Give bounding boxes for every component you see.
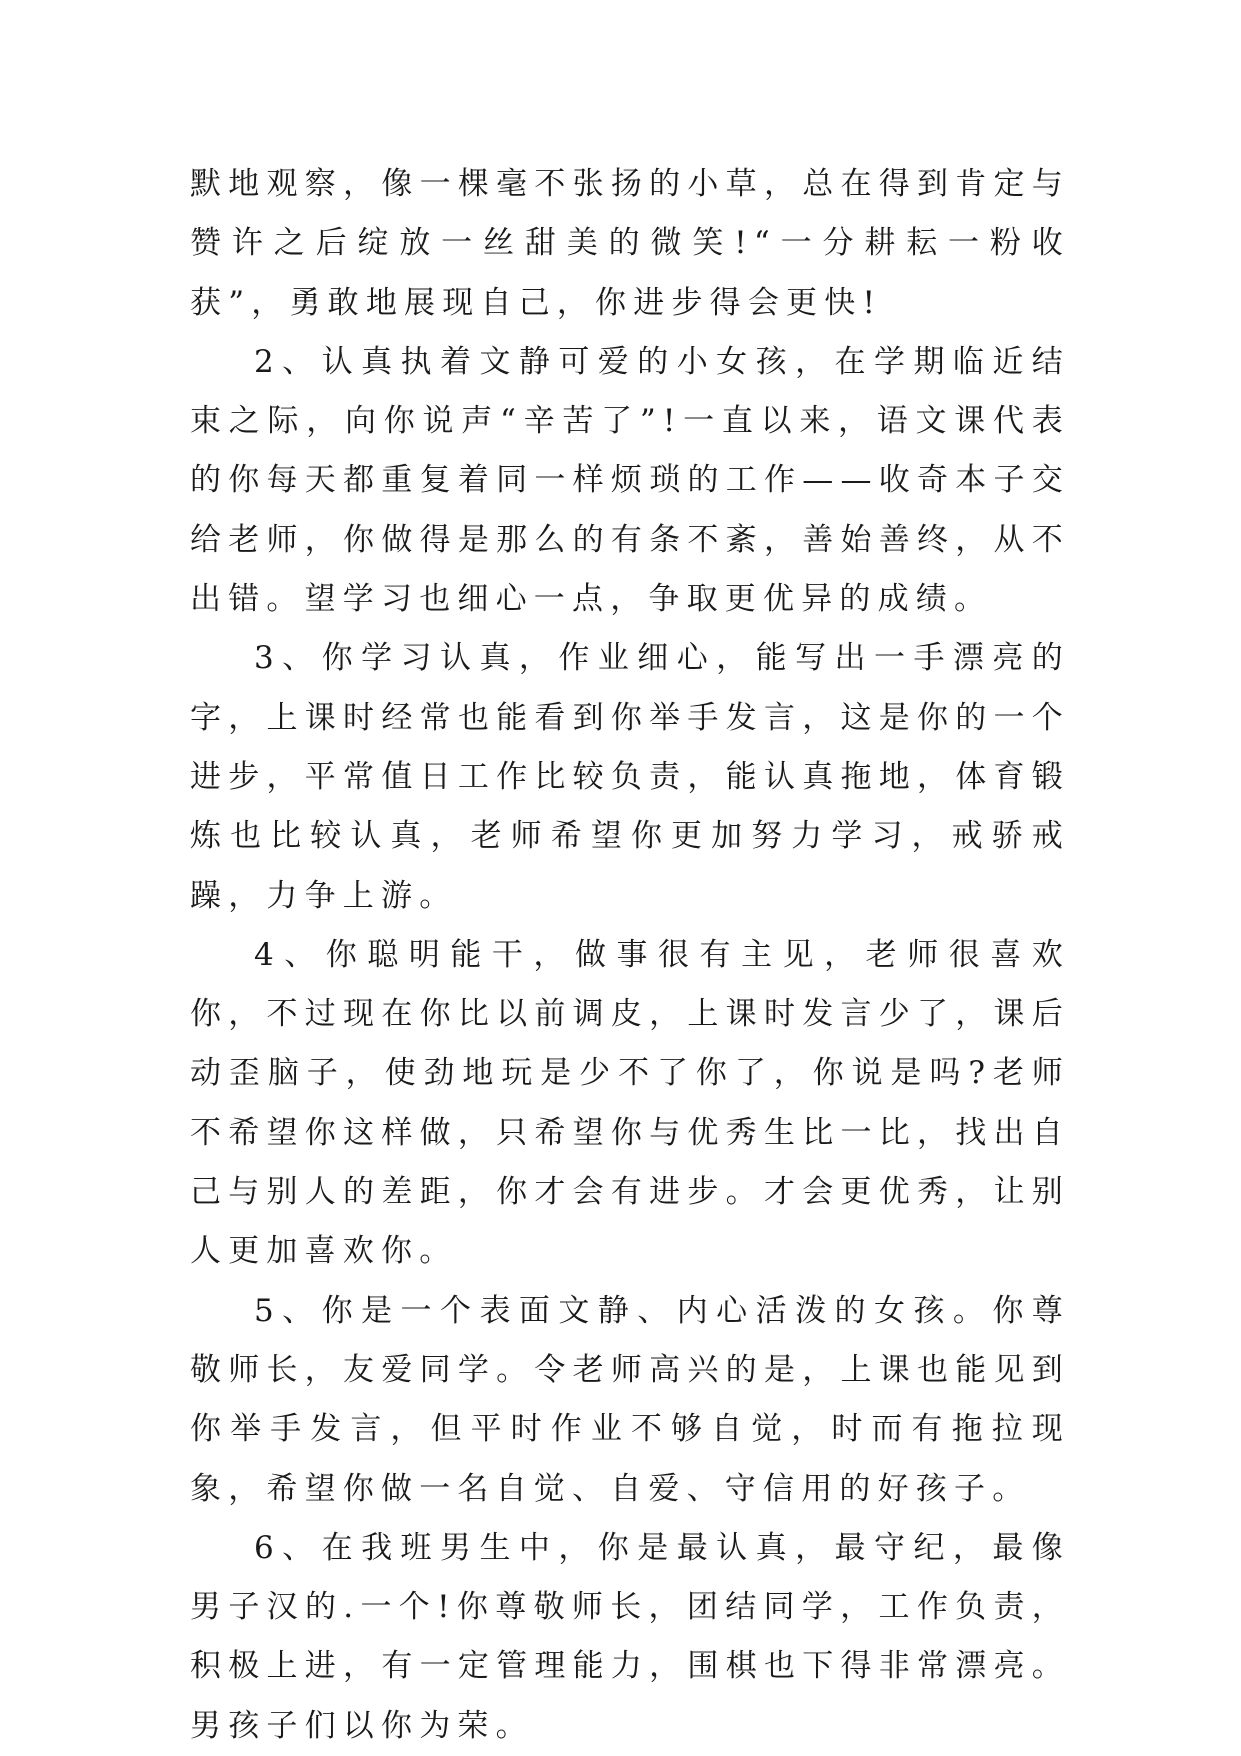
paragraph-continuation: 默地观察，像一棵毫不张扬的小草，总在得到肯定与赞许之后绽放一丝甜美的微笑!“一分耕耘一粉收获”，勇敢地展现自己，你进步得会更快! [190, 166, 1070, 321]
paragraph-comment-2: 2、认真执着文静可爱的小女孩，在学期临近结束之际，向你说声“辛苦了”!一直以来，语文课代表的你每天都重复着同一样烦琐的工作——收奇本子交给老师，你做得是那么的有条不紊，善始善终，从不出错。望学习也细心一点，争取更优异的成绩。 [190, 343, 1070, 618]
paragraph-comment-6: 6、在我班男生中，你是最认真，最守纪，最像男子汉的.一个!你尊敬师长，团结同学，工作负责，积极上进，有一定管理能力，围棋也下得非常漂亮。男孩子们以你为荣。 [190, 1529, 1070, 1744]
paragraph-comment-5: 5、你是一个表面文静、内心活泼的女孩。你尊敬师长，友爱同学。令老师高兴的是，上课也能见到你举手发言，但平时作业不够自觉，时而有拖拉现象，希望你做一名自觉、自爱、守信用的好孩子。 [190, 1292, 1070, 1507]
paragraph-comment-4: 4、你聪明能干，做事很有主见，老师很喜欢你，不过现在你比以前调皮，上课时发言少了，课后动歪脑子，使劲地玩是少不了你了，你说是吗?老师不希望你这样做，只希望你与优秀生比一比，找出自己与别人的差距，你才会有进步。才会更优秀，让别人更加喜欢你。 [190, 936, 1070, 1270]
document-body [190, 155, 1070, 1756]
paragraph-comment-3: 3、你学习认真，作业细心，能写出一手漂亮的字，上课时经常也能看到你举手发言，这是你的一个进步，平常值日工作比较负责，能认真拖地，体育锻炼也比较认真，老师希望你更加努力学习，戒骄戒躁，力争上游。 [190, 640, 1070, 914]
